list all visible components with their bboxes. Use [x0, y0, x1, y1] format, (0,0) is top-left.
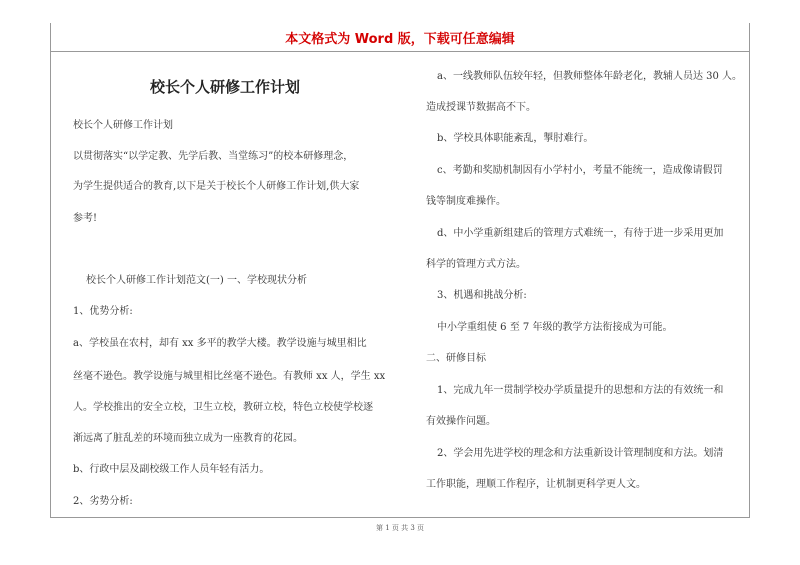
right-line-2: b、学校具体职能紊乱，掣肘难行。 [437, 133, 594, 144]
left-line-8: 人。学校推出的安全立校，卫生立校，教研立校，特色立校使学校逐 [73, 402, 373, 413]
left-border [50, 23, 51, 518]
header-rule [50, 51, 750, 52]
right-line-8: 中小学重组使 6 至 7 年级的教学方法衔接成为可能。 [437, 322, 673, 333]
right-line-11: 有效操作问题。 [426, 416, 496, 427]
left-line-4: 校长个人研修工作计划范文(一) 一、学校现状分析 [86, 275, 307, 286]
left-line-5: 1、优势分析: [73, 306, 133, 317]
right-line-9: 二、研修目标 [426, 353, 486, 364]
bottom-rule [50, 517, 750, 518]
right-line-4: 钱等制度难操作。 [426, 196, 506, 207]
right-line-1: 造成授课节数据高不下。 [426, 102, 536, 113]
left-line-9: 渐远离了脏乱差的环境而独立成为一座教育的花园。 [73, 433, 303, 444]
left-line-0: 校长个人研修工作计划 [73, 120, 173, 131]
left-line-3: 参考! [73, 213, 98, 224]
right-line-0: a、一线教师队伍较年轻，但教师整体年龄老化，教辅人员达 30 人。 [437, 71, 743, 82]
page-number: 第 1 页 共 3 页 [375, 524, 425, 532]
left-line-11: 2、劣势分析: [73, 496, 133, 507]
right-line-7: 3、机遇和挑战分析: [437, 290, 527, 301]
left-line-7: 丝毫不逊色。教学设施与城里相比丝毫不逊色。有教师 xx 人，学生 xx [73, 371, 386, 382]
right-line-10: 1、完成九年一贯制学校办学质量提升的思想和方法的有效统一和 [437, 385, 724, 396]
left-line-6: a、学校虽在农村，却有 xx 多平的教学大楼。教学设施与城里相比 [73, 338, 367, 349]
right-line-3: c、考勤和奖励机制因有小学村小，考量不能统一，造成像请假罚 [437, 165, 723, 176]
right-line-13: 工作职能，理顺工作程序，让机制更科学更人文。 [426, 479, 646, 490]
document-title: 校长个人研修工作计划 [150, 78, 301, 96]
right-line-6: 科学的管理方式方法。 [426, 259, 526, 270]
right-line-12: 2、学会用先进学校的理念和方法重新设计管理制度和方法。划清 [437, 448, 724, 459]
format-banner: 本文格式为 Word 版，下载可任意编辑 [285, 32, 515, 47]
left-line-10: b、行政中层及副校级工作人员年轻有活力。 [73, 464, 270, 475]
right-line-5: d、中小学重新组建后的管理方式难统一，有待于进一步采用更加 [437, 228, 724, 239]
left-line-2: 为学生提供适合的教育,以下是关于校长个人研修工作计划,供大家 [73, 181, 360, 192]
left-line-1: 以贯彻落实“以学定教、先学后教、当堂练习”的校本研修理念， [73, 151, 354, 162]
right-border [749, 23, 750, 518]
